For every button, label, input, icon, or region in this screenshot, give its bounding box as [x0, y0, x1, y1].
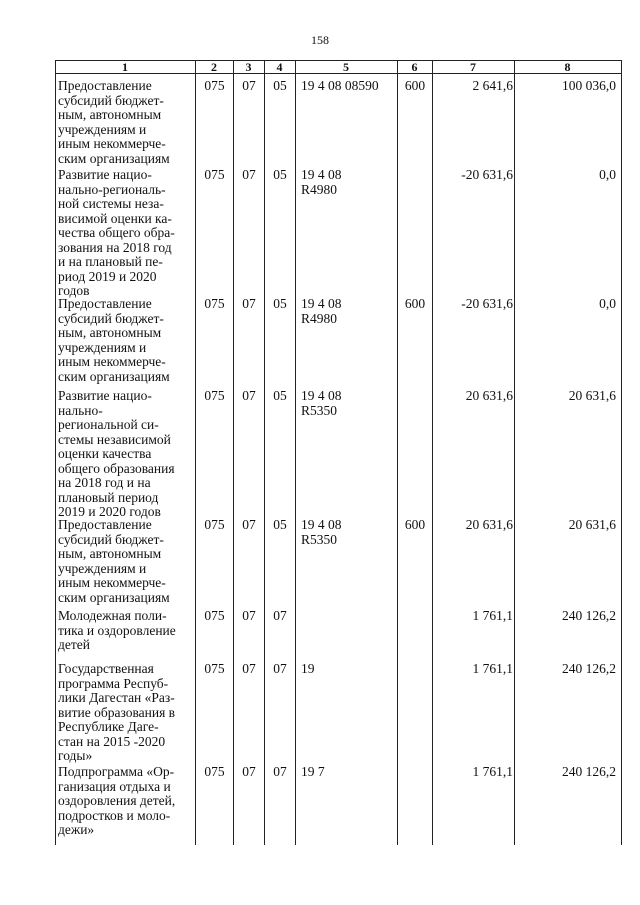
row-col-5: 19 4 08 R5350: [301, 388, 342, 418]
row-name: Предоставление субсидий бюджет- ным, автономным учреждениям и иным некоммерче- ским организациям: [58, 517, 170, 605]
row-col-4: 05: [273, 296, 287, 311]
column-border: [397, 60, 398, 845]
row-col-8: 0,0: [599, 167, 616, 182]
row-col-7: 2 641,6: [472, 78, 513, 93]
column-border: [295, 60, 296, 845]
row-col-4: 07: [273, 764, 287, 779]
row-col-7: 20 631,6: [465, 517, 513, 532]
row-col-8: 0,0: [599, 296, 616, 311]
row-name: Предоставление субсидий бюджет- ным, автономным учреждениям и иным некоммерче- ским организациям: [58, 296, 170, 384]
column-border: [55, 60, 56, 845]
row-col-7: 20 631,6: [465, 388, 513, 403]
row-name: Развитие нацио- нально- региональной си- стемы независимой оценки качества общего образования на 2018 год и на плановый период 2019 и 2020 годов: [58, 388, 175, 519]
row-name: Развитие нацио- нально-региональ- ной системы неза- висимой оценки ка- чества общего обра- зования на 2018 год и на плановый пе- риод 2019 и 2020 годов: [58, 167, 175, 298]
row-col-4: 05: [273, 388, 287, 403]
row-col-7: -20 631,6: [461, 167, 513, 182]
row-col-8: 240 126,2: [562, 661, 616, 676]
row-col-5: 19 4 08 R5350: [301, 517, 342, 547]
row-col-8: 100 036,0: [562, 78, 616, 93]
column-header: 5: [343, 60, 349, 74]
row-col-8: 240 126,2: [562, 608, 616, 623]
row-col-2: 075: [204, 388, 225, 403]
row-col-7: 1 761,1: [472, 608, 513, 623]
row-col-3: 07: [242, 764, 256, 779]
row-col-6: 600: [404, 296, 426, 311]
budget-table: [55, 60, 622, 845]
row-col-2: 075: [204, 517, 225, 532]
column-header: 6: [411, 60, 418, 74]
row-col-4: 05: [273, 167, 287, 182]
row-col-3: 07: [242, 78, 256, 93]
row-col-3: 07: [242, 167, 256, 182]
row-col-5: 19 4 08 R4980: [301, 296, 342, 326]
column-header: 7: [470, 60, 476, 74]
row-col-3: 07: [242, 296, 256, 311]
row-col-6: 600: [404, 78, 426, 93]
row-col-7: -20 631,6: [461, 296, 513, 311]
row-col-5: 19 4 08 R4980: [301, 167, 342, 197]
row-col-4: 07: [273, 608, 287, 623]
row-col-2: 075: [204, 296, 225, 311]
row-col-3: 07: [242, 517, 256, 532]
row-col-8: 240 126,2: [562, 764, 616, 779]
row-name: Государственная программа Респуб- лики Дагестан «Раз- витие образования в Республике Даге- стан на 2015 -2020 годы»: [58, 661, 176, 763]
row-col-2: 075: [204, 167, 225, 182]
column-header: 3: [245, 60, 252, 74]
row-col-6: 600: [404, 517, 426, 532]
row-col-8: 20 631,6: [568, 388, 616, 403]
row-col-2: 075: [204, 608, 225, 623]
row-col-5: 19: [301, 661, 315, 676]
column-header: 8: [564, 60, 571, 74]
row-col-7: 1 761,1: [472, 661, 513, 676]
row-col-2: 075: [204, 764, 225, 779]
page-number: 158: [311, 33, 329, 47]
row-col-2: 075: [204, 661, 225, 676]
row-col-3: 07: [242, 661, 256, 676]
row-name: Предоставление субсидий бюджет- ным, автономным учреждениям и иным некоммерче- ским организациям: [58, 78, 170, 166]
row-name: Подпрограмма «Ор- ганизация отдыха и оздоровления детей, подростков и моло- дежи»: [58, 764, 176, 837]
row-col-4: 05: [273, 78, 287, 93]
column-header: 4: [276, 60, 283, 74]
column-border: [621, 60, 622, 845]
column-header: 2: [211, 60, 217, 74]
row-col-3: 07: [242, 388, 256, 403]
row-col-5: 19 7: [301, 764, 325, 779]
column-header: 1: [122, 60, 128, 74]
row-col-3: 07: [242, 608, 256, 623]
row-col-4: 07: [273, 661, 287, 676]
row-col-7: 1 761,1: [472, 764, 513, 779]
row-col-4: 05: [273, 517, 287, 532]
row-col-5: 19 4 08 08590: [301, 78, 379, 93]
row-col-2: 075: [204, 78, 225, 93]
row-col-8: 20 631,6: [568, 517, 616, 532]
row-name: Молодежная поли- тика и оздоровление детей: [58, 608, 176, 652]
